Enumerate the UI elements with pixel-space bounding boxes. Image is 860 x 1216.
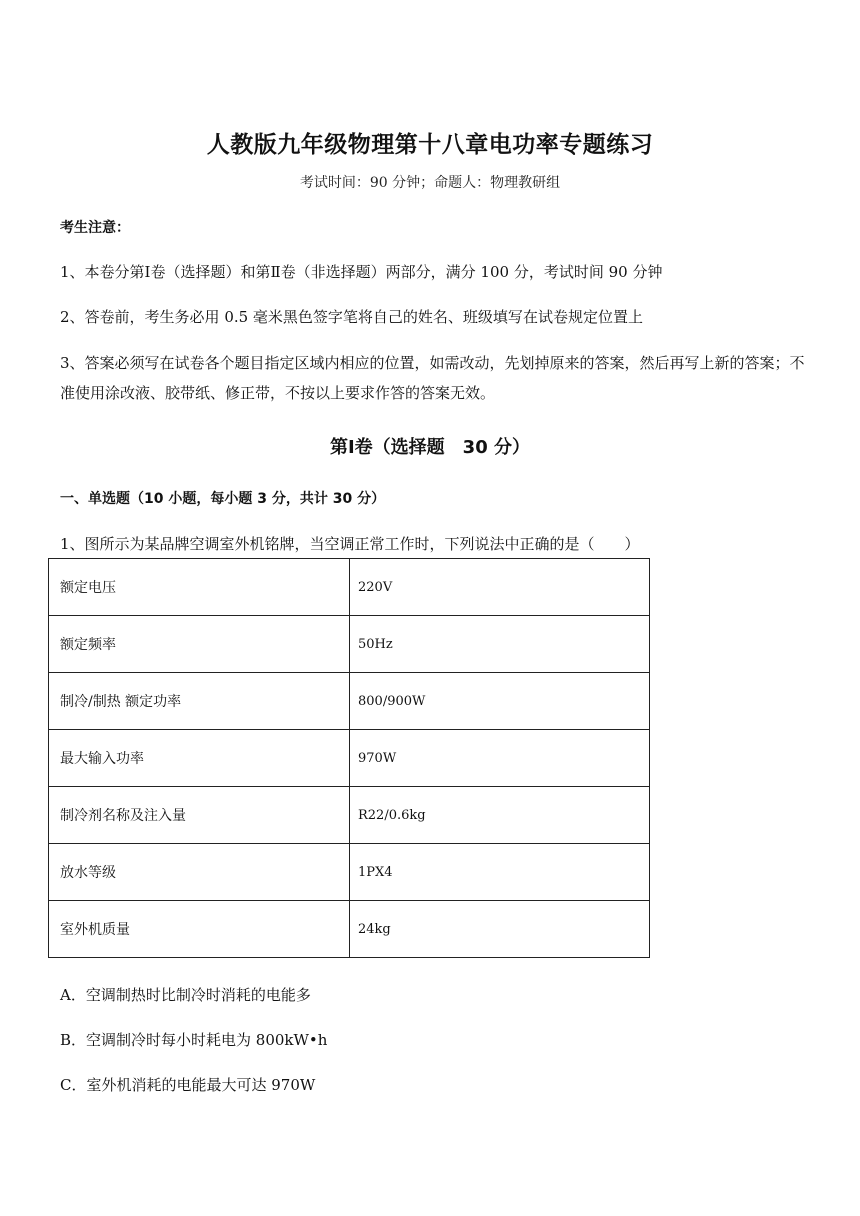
table-row <box>49 673 650 730</box>
spec-label: 制冷剂名称及注入量 <box>49 787 350 844</box>
notice-item: 3、答案必须写在试卷各个题目指定区域内相应的位置，如需改动，先划掉原来的答案，然后再写上新的答案；不准使用涂改液、胶带纸、修正带，不按以上要求作答的答案无效。 <box>60 354 805 402</box>
spec-value: 970W <box>350 730 650 787</box>
spec-value: 800/900W <box>350 673 650 730</box>
exam-subtitle: 考试时间：90 分钟；命题人：物理教研组 <box>299 175 561 191</box>
spec-label: 额定电压 <box>49 559 350 616</box>
spec-label: 最大输入功率 <box>49 730 350 787</box>
spec-value: 24kg <box>350 901 650 958</box>
option-a: A．空调制热时比制冷时消耗的电能多 <box>60 986 311 1004</box>
exam-title: 人教版九年级物理第十八章电功率专题练习 <box>206 132 654 158</box>
part-title: 一、单选题（10 小题，每小题 3 分，共计 30 分） <box>60 491 386 507</box>
notice-item: 1、本卷分第Ⅰ卷（选择题）和第Ⅱ卷（非选择题）两部分，满分 100 分，考试时间 90 分钟 <box>60 263 663 281</box>
spec-value: 1PX4 <box>350 844 650 901</box>
notice-item: 2、答卷前，考生务必用 0.5 毫米黑色签字笔将自己的姓名、班级填写在试卷规定位置上 <box>60 308 643 326</box>
spec-label: 室外机质量 <box>49 901 350 958</box>
spec-label: 放水等级 <box>49 844 350 901</box>
table-row <box>49 616 650 673</box>
section-title: 第Ⅰ卷（选择题 30 分） <box>329 437 530 458</box>
option-c: C．室外机消耗的电能最大可达 970W <box>60 1076 316 1094</box>
spec-value: 50Hz <box>350 616 650 673</box>
table-row <box>49 901 650 958</box>
table-row <box>49 559 650 616</box>
table-row <box>49 730 650 787</box>
spec-value: R22/0.6kg <box>350 787 650 844</box>
nameplate-table <box>48 558 650 958</box>
spec-label: 制冷/制热 额定功率 <box>49 673 350 730</box>
notice-heading: 考生注意： <box>60 220 130 236</box>
table-row <box>49 844 650 901</box>
spec-label: 额定频率 <box>49 616 350 673</box>
spec-value: 220V <box>350 559 650 616</box>
option-b: B．空调制冷时每小时耗电为 800kW•h <box>60 1031 328 1049</box>
table-row <box>49 787 650 844</box>
question-stem: 1、图所示为某品牌空调室外机铭牌，当空调正常工作时，下列说法中正确的是（ ） <box>60 535 640 553</box>
